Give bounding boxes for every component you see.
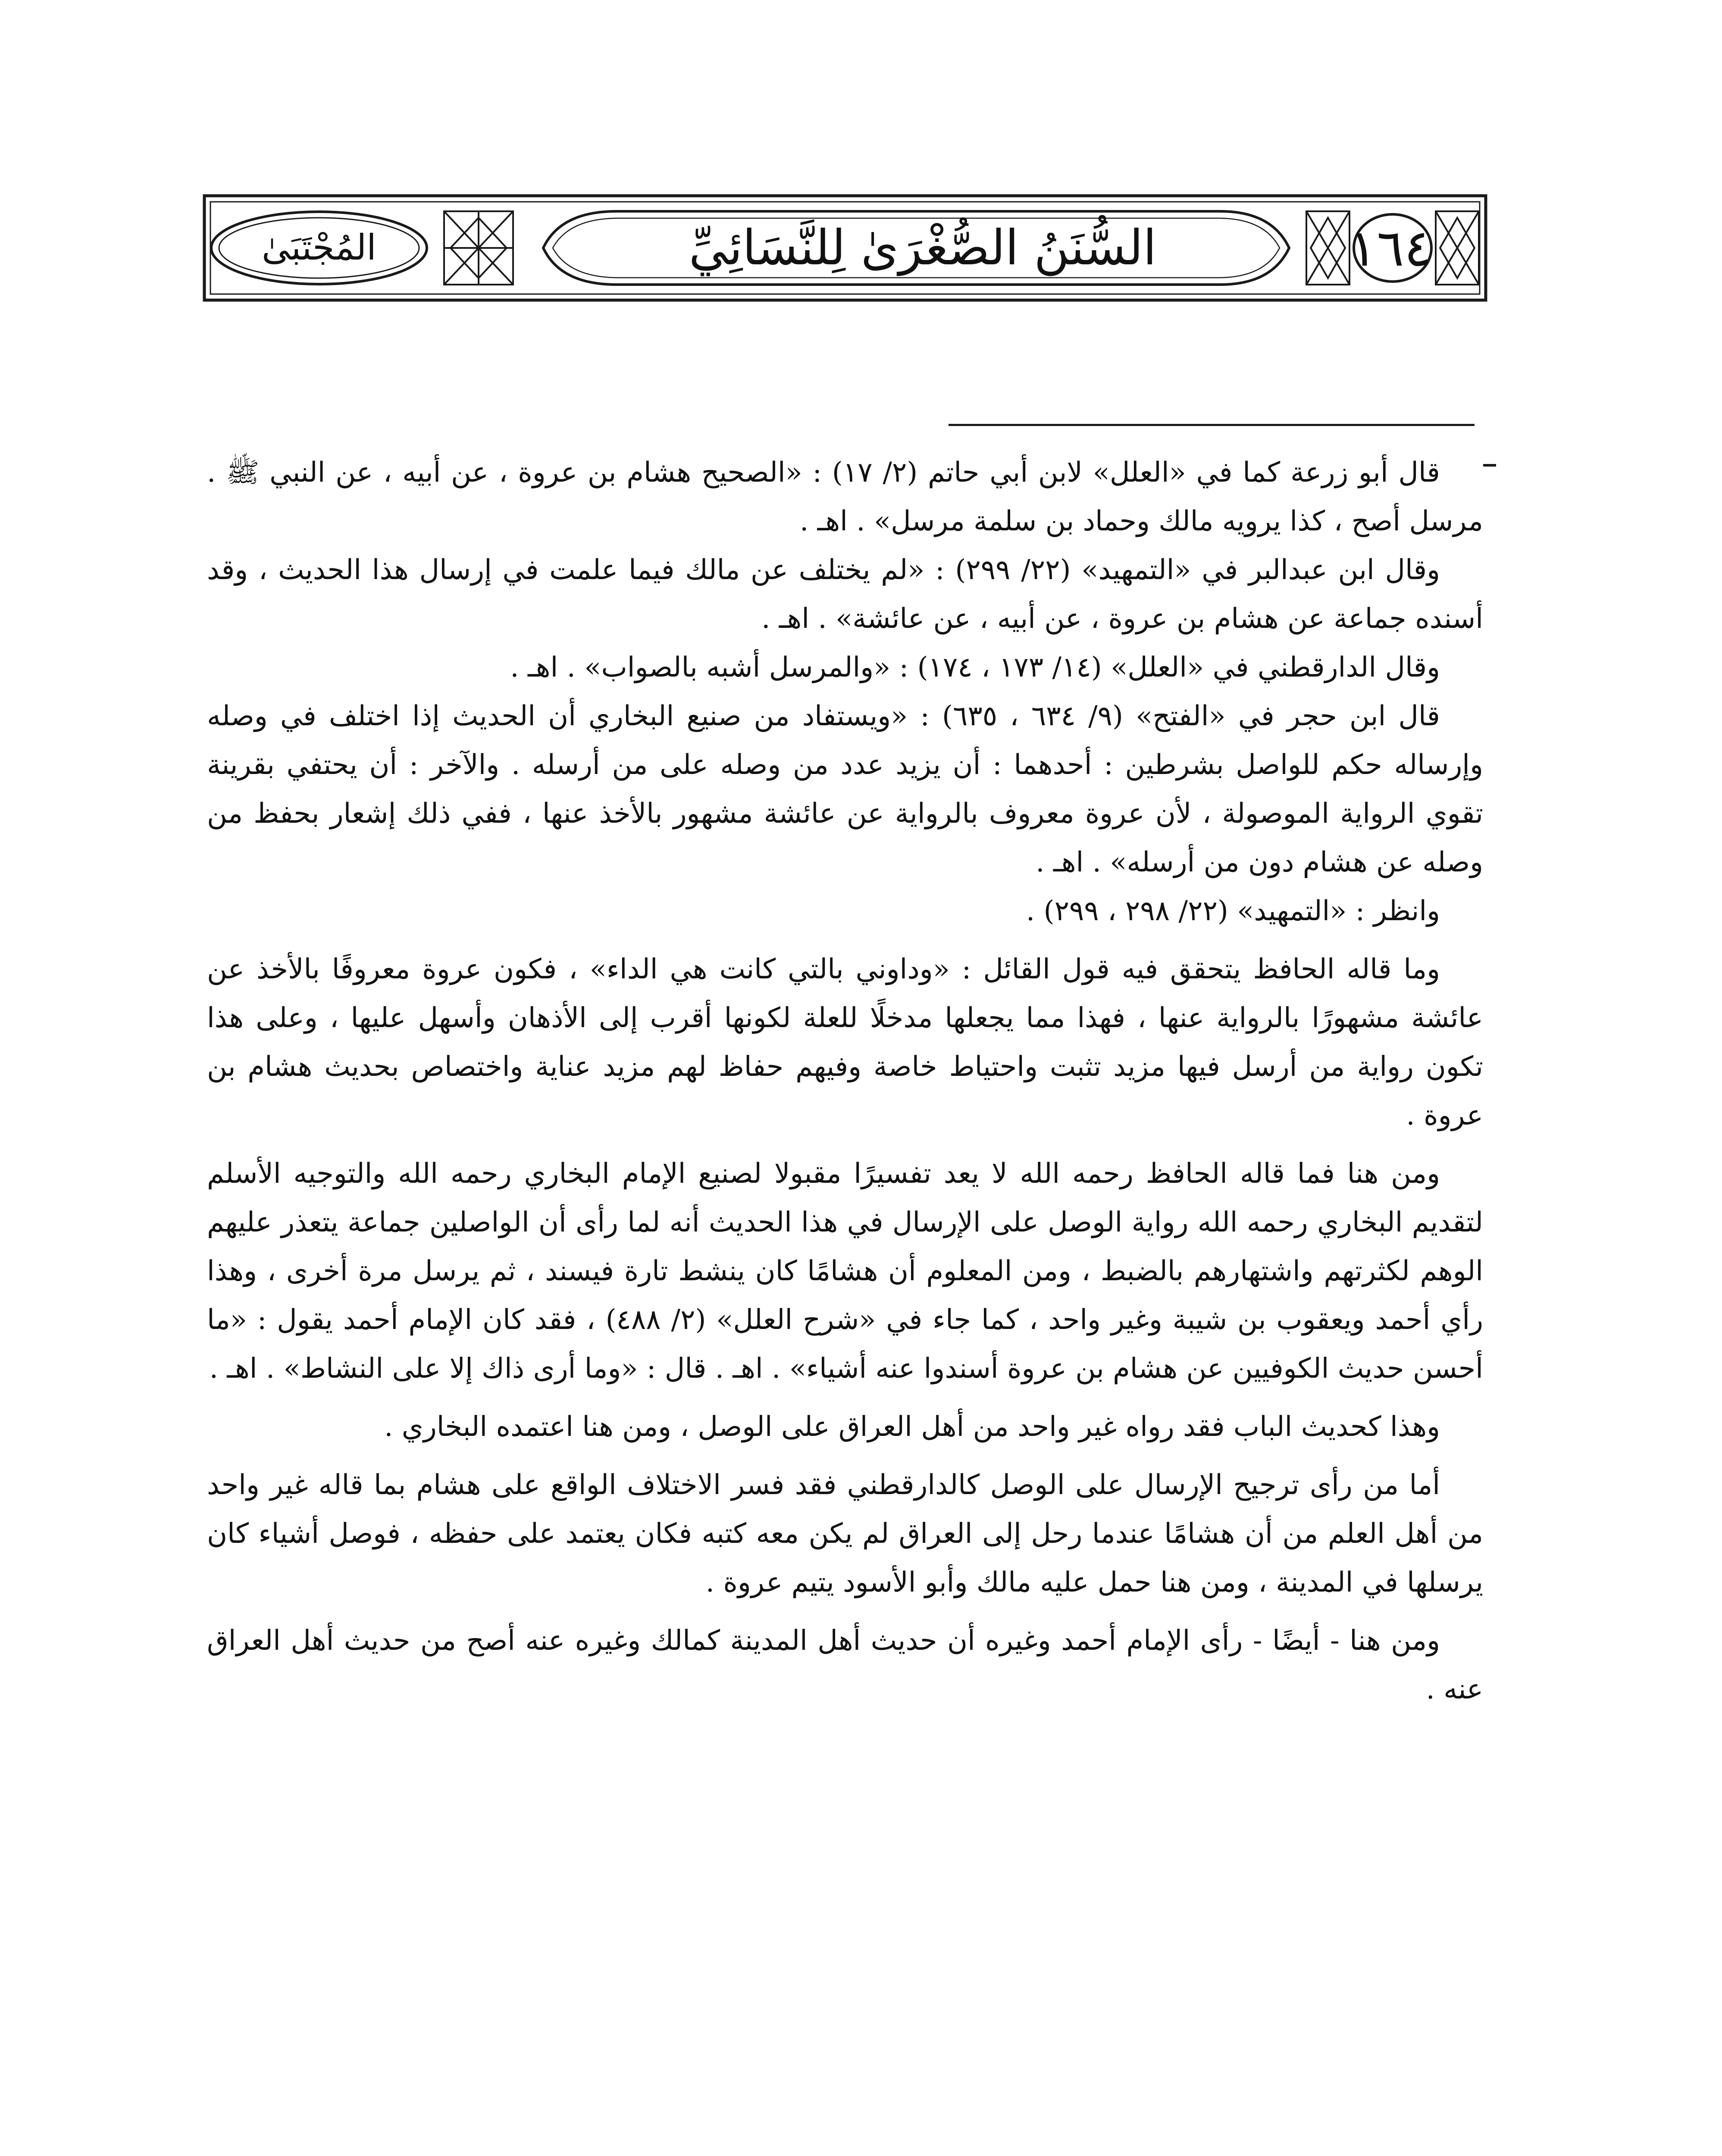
footnote-paragraph: قال ابن حجر في «الفتح» (٩/ ٦٣٤ ، ٦٣٥) : «ويستفاد من صنيع البخاري أن الحديث إذا اختلف في وصله وإرساله حكم للواصل بشرطين : أحدهما : أن يزيد عدد من وصله على من أرسله . والآخر : أن يحتفي بقرينة تقوي الرواية الموصولة ، لأن عروة معروف بالرواية عن عائشة مشهور بالأخذ عنها ، ففي ذلك إشعار بحفظ من وصله عن هشام دون من أرسله» . اهـ . xyxy=(207,700,1484,878)
footnote-marker xyxy=(1483,464,1496,467)
footnote-paragraph: قال أبو زرعة كما في «العلل» لابن أبي حاتم (٢/ ١٧) : «الصحيح هشام بن عروة ، عن أبيه ، عن النبي ﷺ . مرسل أصح ، كذا يرويه مالك وحماد بن سلمة مرسل» . اهـ . xyxy=(207,457,1483,537)
book-title: السُّنَنُ الصُّغْرَىٰ لِلنَّسَائِيِّ xyxy=(689,220,1157,276)
page-number: ١٦٤ xyxy=(1349,218,1431,278)
book-subtitle: المُجْتَبَىٰ xyxy=(262,227,376,268)
footnote-paragraph: ومن هنا - أيضًا - رأى الإمام أحمد وغيره أن حديث أهل المدينة كمالك وغيره عنه أصح من حديث أهل العراق عنه . xyxy=(207,1625,1483,1705)
footnote-paragraph: وما قاله الحافظ يتحقق فيه قول القائل : «وداوني بالتي كانت هي الداء» ، فكون عروة معروفًا بالأخذ عن عائشة مشهورًا بالرواية عنها ، فهذا مما يجعلها مدخلًا للعلة لكونها أقرب إلى الأذهان وأسهل عليها ، وعلى هذا تكون رواية من أرسل فيها مزيد تثبت واحتياط خاصة وفيهم حفاظ لهم مزيد عناية واختصاص بحديث هشام بن عروة . xyxy=(207,953,1484,1131)
footnote-paragraph: وانظر : «التمهيد» (٢٢/ ٢٩٨ ، ٢٩٩) . xyxy=(1026,895,1440,927)
footnote-paragraph: وقال الدارقطني في «العلل» (١٤/ ١٧٣ ، ١٧٤) : «والمرسل أشبه بالصواب» . اهـ . xyxy=(510,652,1440,683)
footnote-paragraph: وهذا كحديث الباب فقد رواه غير واحد من أهل العراق على الوصل ، ومن هنا اعتمده البخاري . xyxy=(384,1411,1440,1443)
page-header xyxy=(203,194,1487,302)
footnote-separator xyxy=(949,424,1475,426)
footnote-body xyxy=(207,448,1483,1714)
footnote-paragraph: ومن هنا فما قاله الحافظ رحمه الله لا يعد تفسيرًا مقبولا لصنيع الإمام البخاري رحمه الله والتوجيه الأسلم لتقديم البخاري رحمه الله رواية الوصل على الإرسال في هذا الحديث أنه لما رأى أن الواصلين جماعة يتعذر عليهم الوهم لكثرتهم واشتهارهم بالضبط ، ومن المعلوم أن هشامًا كان ينشط تارة فيسند ، ثم يرسل مرة أخرى ، وهذا رأي أحمد ويعقوب بن شيبة وغير واحد ، كما جاء في «شرح العلل» (٢/ ٤٨٨) ، فقد كان الإمام أحمد يقول : «ما أحسن حديث الكوفيين عن هشام بن عروة أسندوا عنه أشياء» . اهـ . قال : «وما أرى ذاك إلا على النشاط» . اهـ . xyxy=(207,1158,1484,1385)
footnote-paragraph: وقال ابن عبدالبر في «التمهيد» (٢٢/ ٢٩٩) : «لم يختلف عن مالك فيما علمت في إرسال هذا الحديث ، وقد أسنده جماعة عن هشام بن عروة ، عن أبيه ، عن عائشة» . اهـ . xyxy=(207,554,1483,635)
footnote-paragraph: أما من رأى ترجيح الإرسال على الوصل كالدارقطني فقد فسر الاختلاف الواقع على هشام بما قاله غير واحد من أهل العلم من أن هشامًا عندما رحل إلى العراق لم يكن معه كتبه فكان يعتمد على حفظه ، فوصل أشياء كان يرسلها في المدينة ، ومن هنا حمل عليه مالك وأبو الأسود يتيم عروة . xyxy=(207,1469,1484,1598)
